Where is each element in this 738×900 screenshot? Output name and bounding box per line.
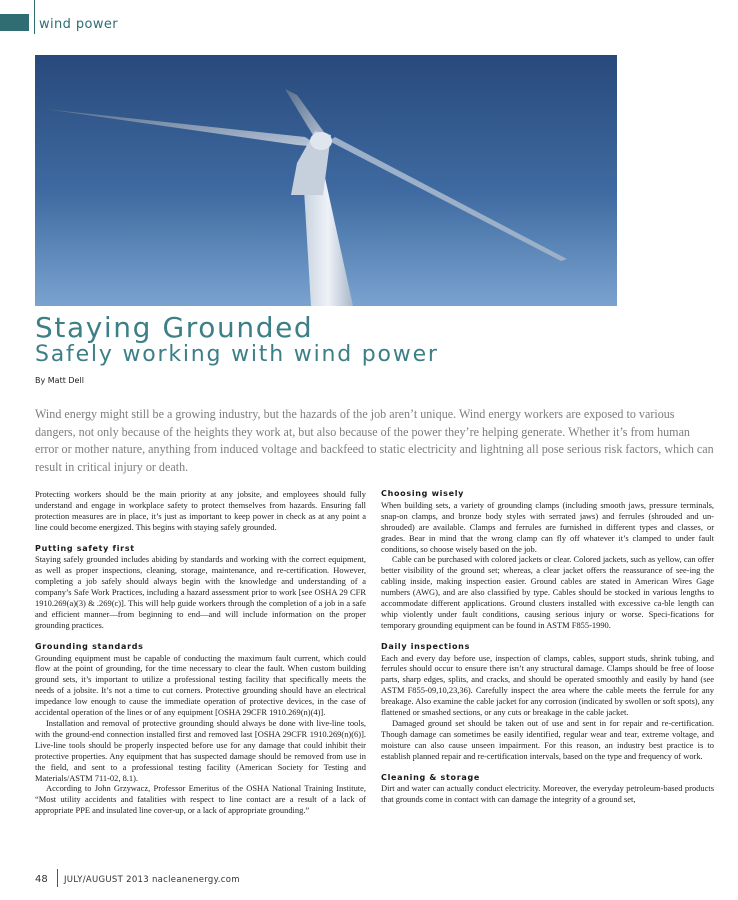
byline: By Matt Dell [35,376,84,385]
subheading-choosing-wisely: Choosing wisely [381,489,465,498]
section-divider [34,0,35,34]
article-subtitle: Safely working with wind power [35,342,439,367]
section-color-tab [0,14,29,31]
page-number: 48 [35,874,48,885]
body-paragraph: Grounding equipment must be capable of conducting the maximum fault current, which could flow at the point of grounding, for the time necessary to clear the fault. When custom building ground sets, it’s important to utilize a professional testing facility that specifically meets the needs of a jobsite. It’s not a time to cut corners. Protective grounding should have an electrical impedance low enough to cause the immediate operation of protective devices, in the case of accidental operation of the lines or of any equipment [OSHA 29CFR 1910.269(n)(4)]. [35,652,366,718]
body-paragraph: Installation and removal of protective grounding should always be done with live-line tools, with the ground-end connection installed first and removed last [OSHA 29CFR 1910.269(n)(6)]. Live-line tools should be properly inspected before use for any damage that could inhibit their protective properties. Any equipment that has suspected damage should be removed from use in the field, and sent to a professional testing facility (American Society for Testing and Materials/ASTM 711-02, 8.1). [35,718,366,783]
section-label: wind power [39,17,119,32]
subheading-grounding-standards: Grounding standards [35,641,144,651]
intro-paragraph: Protecting workers should be the main priority at any jobsite, and employees should fully understand and engage in workplace safety to protect themselves from hazards. Ensuring fall protection measures are in place, it’s just as important to keep power in check as at any point a line could become energized. This begins with staying safely grounded. [35,489,366,532]
subheading-putting-safety-first: Putting safety first [35,543,135,553]
body-column-left [35,489,366,816]
body-paragraph: Dirt and water can actually conduct electricity. Moreover, the everyday petroleum-based products that grounds come in contact with can damage the integrity of a ground set, [381,783,714,805]
hero-image [35,55,617,306]
footer-issue-site: JULY/AUGUST 2013 nacleanenergy.com [64,875,240,885]
article-title: Staying Grounded [35,311,314,344]
body-paragraph: According to John Grzywacz, Professor Emeritus of the OSHA National Training Institute, “Most utility accidents and fatalities with respect to line contact are a result of a lack of appropriate PPE and insulated line cover-up, or a lack of appropriate grounding.” [35,783,366,816]
article-deck: Wind energy might still be a growing industry, but the hazards of the job aren’t unique. Wind energy workers are exposed to various dangers, not only because of the heights they work at, but also because of the power they’re helping generate. Whether it’s from human error or mother nature, anything from induced voltage and backfeed to static electricity and lightning all pose serious risk factors, which can result in critical injury or death. [35,407,714,474]
body-paragraph: When building sets, a variety of grounding clamps (including smooth jaws, pressure terminals, snap-on clamps, and bronze body styles with serrated jaws) and ferrules (shrouded and un-shrouded) are available. Clamps and ferrules are furnished in different types and classes, or grades. Bear in mind that the wrong clamp can fly off whatever it’s clamped to under fault conditions, so choose wisely based on the job. [381,499,714,554]
subheading-daily-inspections: Daily inspections [381,641,471,651]
subheading-cleaning-storage: Cleaning & storage [381,772,481,782]
wind-turbine-photo [35,55,617,306]
body-paragraph: Damaged ground set should be taken out of use and sent in for repair and re-certification. Though damage can sometimes be easily identified, regular wear and tear, extreme voltage, and moisture can also cause unseen impairment. For this reason, an industry best practice is to establish planned repair and re-certification intervals, based on the type and frequency of work. [381,718,714,761]
body-column-right [381,489,714,805]
body-paragraph: Each and every day before use, inspection of clamps, cables, support studs, shrink tubing, and ferrules should occur to ensure there isn’t any structural damage. Clamps should be free of loose parts, sharp edges, splits, and cracks, and should be operated smoothly and easily by hand (see ASTM F855-09,10,23,36). Carefully inspect the area where the cable meets the ferrule for any breakage. Also examine the cable jacket for any corrosion (indicated by swollen or soft spots), any flattened or smashed sections, or any cuts or breakage in the cable jacket. [381,652,714,718]
footer-divider [57,869,58,887]
body-paragraph: Staying safely grounded includes abiding by standards and working with the correct equipment, as well as proper inspections, cleaning, storage, maintenance, and re-certification. However, completing a job safely should always begin with the knowledge and understanding of a company’s Safe Work Practices, including a hazard assessment prior to work [see OSHA 29 CFR 1910.269(a)(3) & .269(c)]. This will help guide workers through the completion of a job in a safe and efficient manner—from beginning to end—and will include information on the proper grounding practices. [35,554,366,630]
body-paragraph: Cable can be purchased with colored jackets or clear. Colored jackets, such as yellow, can offer better visibility of the ground set; whereas, a clear jacket offers the reassurance of see-ing the cabling inside, making inspection easier. Ground cables are stated in American Wires Gage numbers (AWG), and are also classified by type. Cables should be stocked in various lengths to accommodate different applications. Ground clusters installed with excessive ca-ble length can whip violently under fault conditions, causing serious injury or worse. Speci-fications for temporary grounding equipment can be found in ASTM F855-1990. [381,554,714,630]
